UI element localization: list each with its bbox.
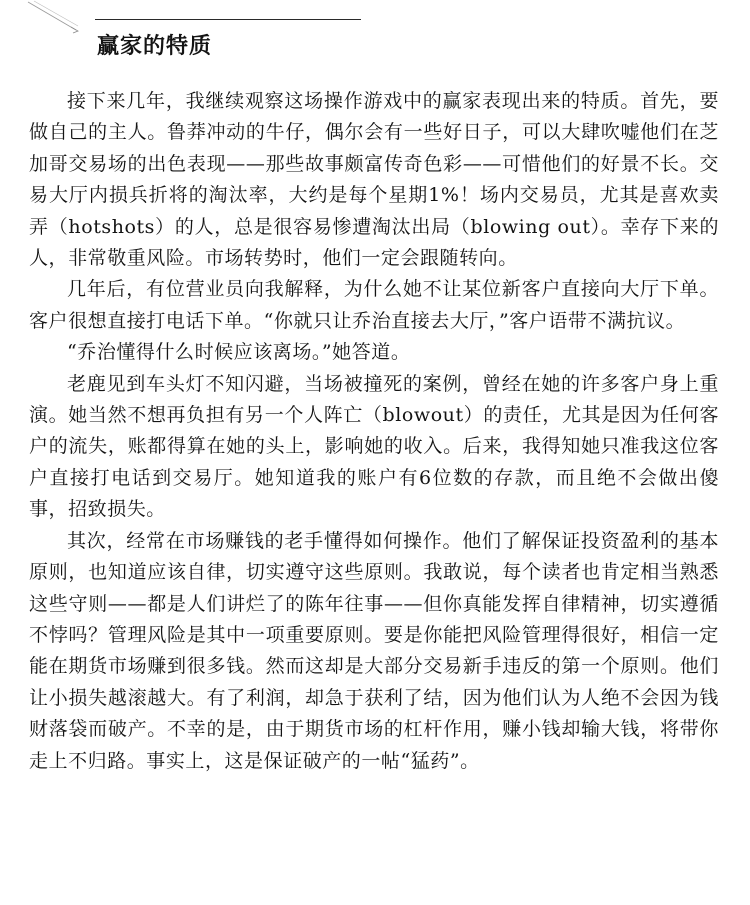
section-title: 赢家的特质	[97, 34, 213, 59]
paragraph: 接下来几年，我继续观察这场操作游戏中的赢家表现出来的特质。首先，要做自己的主人。鲁莽冲动的牛仔，偶尔会有一些好日子，可以大肆吹嘘他们在芝加哥交易场的出色表现——那些故事颇富传奇色彩——可惜他们的好景不长。交易大厅内损兵折将的淘汰率，大约是每个星期1%！场内交易员，尤其是喜欢卖弄（hotshots）的人，总是很容易惨遭淘汰出局（blowing out）。幸存下来的人，非常敬重风险。市场转势时，他们一定会跟随转向。	[29, 90, 719, 270]
paragraph: “乔治懂得什么时候应该离场。”她答道。	[67, 341, 411, 364]
paragraph: 其次，经常在市场赚钱的老手懂得如何操作。他们了解保证投资盈利的基本原则，也知道应该自律，切实遵守这些原则。我敢说，每个读者也肯定相当熟悉这些守则——都是人们讲烂了的陈年往事——但你真能发挥自律精神，切实遵循不悖吗？管理风险是其中一项重要原则。要是你能把风险管理得很好，相信一定能在期货市场赚到很多钱。然而这却是大部分交易新手违反的第一个原则。他们让小损失越滚越大。有了利润，却急于获利了结，因为他们认为人绝不会因为钱财落袋而破产。不幸的是，由于期货市场的杠杆作用，赚小钱却输大钱，将带你走上不归路。事实上，这是保证破产的一帖“猛药”。	[29, 529, 719, 772]
paragraph: 几年后，有位营业员向我解释，为什么她不让某位新客户直接向大厅下单。客户很想直接打电话下单。“你就只让乔治直接去大厅，”客户语带不满抗议。	[29, 278, 719, 332]
scan-corner-mark	[26, 0, 86, 40]
body-text	[29, 86, 719, 777]
header-rule	[95, 19, 361, 20]
paragraph: 老鹿见到车头灯不知闪避，当场被撞死的案例，曾经在她的许多客户身上重演。她当然不想再负担有另一个人阵亡（blowout）的责任，尤其是因为任何客户的流失，账都得算在她的头上，影响她的收入。后来，我得知她只准我这位客户直接打电话到交易厅。她知道我的账户有6位数的存款，而且绝不会做出傻事，招致损失。	[29, 372, 719, 521]
